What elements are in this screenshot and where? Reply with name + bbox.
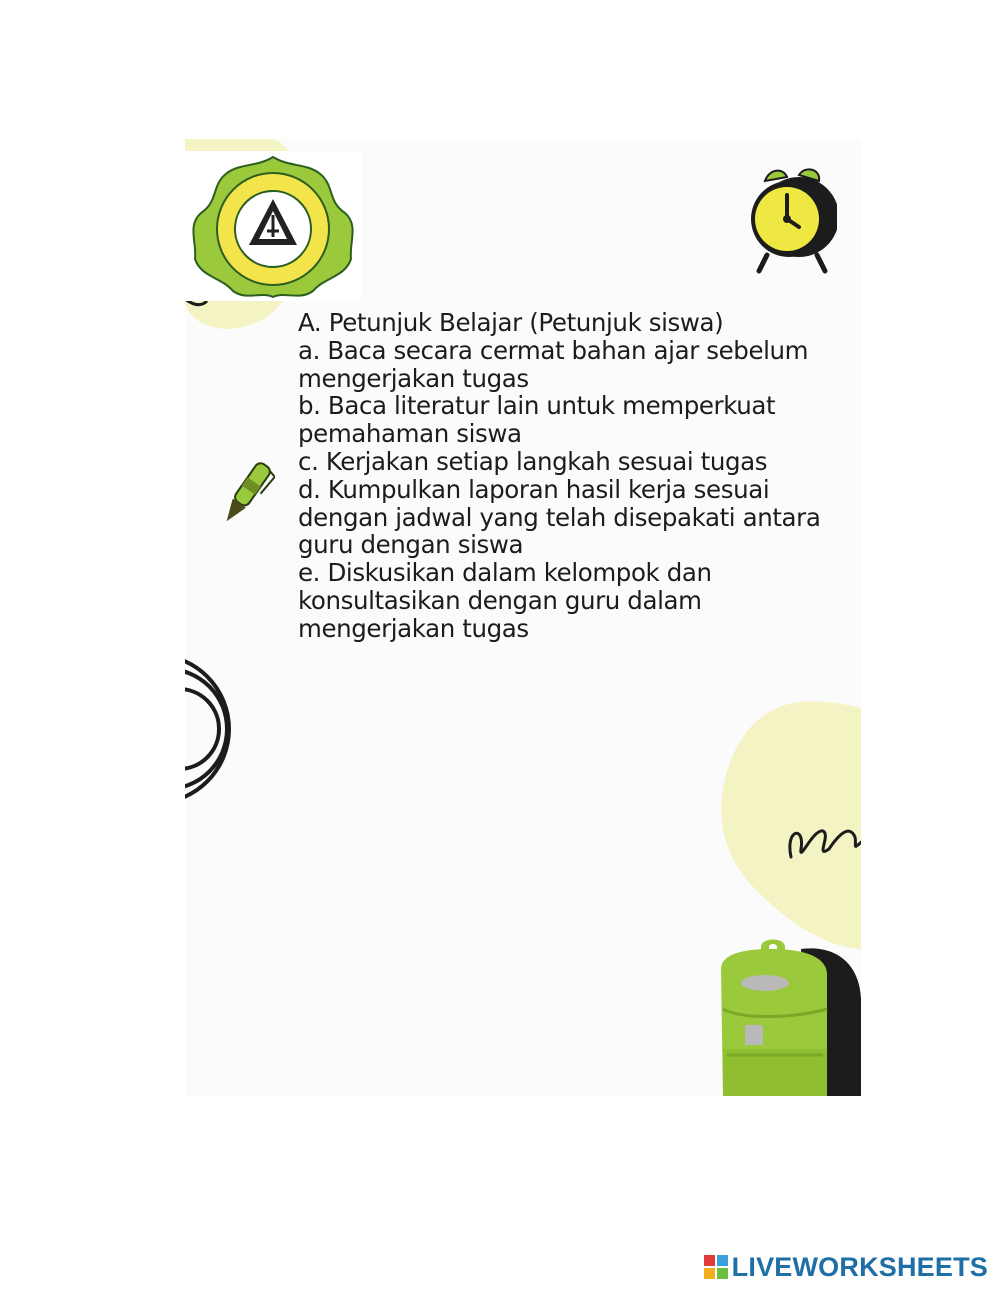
- study-instructions: [298, 309, 838, 643]
- instruction-item-a: a. Baca secara cermat bahan ajar sebelum mengerjakan tugas: [298, 335, 809, 393]
- alarm-clock-icon: [747, 159, 837, 277]
- instructions-heading: A. Petunjuk Belajar (Petunjuk siswa): [298, 308, 724, 337]
- liveworksheets-text: LIVEWORKSHEETS: [731, 1251, 988, 1282]
- instruction-item-d: d. Kumpulkan laporan hasil kerja sesuai dengan jadwal yang telah disepakati antara guru dengan siswa: [298, 474, 821, 560]
- decorative-rings: [185, 649, 245, 809]
- liveworksheets-brand[interactable]: [704, 1252, 988, 1282]
- instruction-item-b: b. Baca literatur lain untuk memperkuat pemahaman siswa: [298, 391, 776, 449]
- backpack-icon: [701, 939, 861, 1096]
- liveworksheets-logo-icon: [704, 1255, 728, 1279]
- instruction-item-e: e. Diskusikan dalam kelompok dan konsultasikan dengan guru dalam mengerjakan tugas: [298, 558, 712, 643]
- worksheet-page: [185, 139, 861, 1096]
- decorative-blob-bottom: [705, 699, 861, 959]
- school-emblem-icon: [185, 151, 361, 301]
- instruction-item-c: c. Kerjakan setiap langkah sesuai tugas: [298, 446, 768, 476]
- pen-icon: [215, 455, 275, 535]
